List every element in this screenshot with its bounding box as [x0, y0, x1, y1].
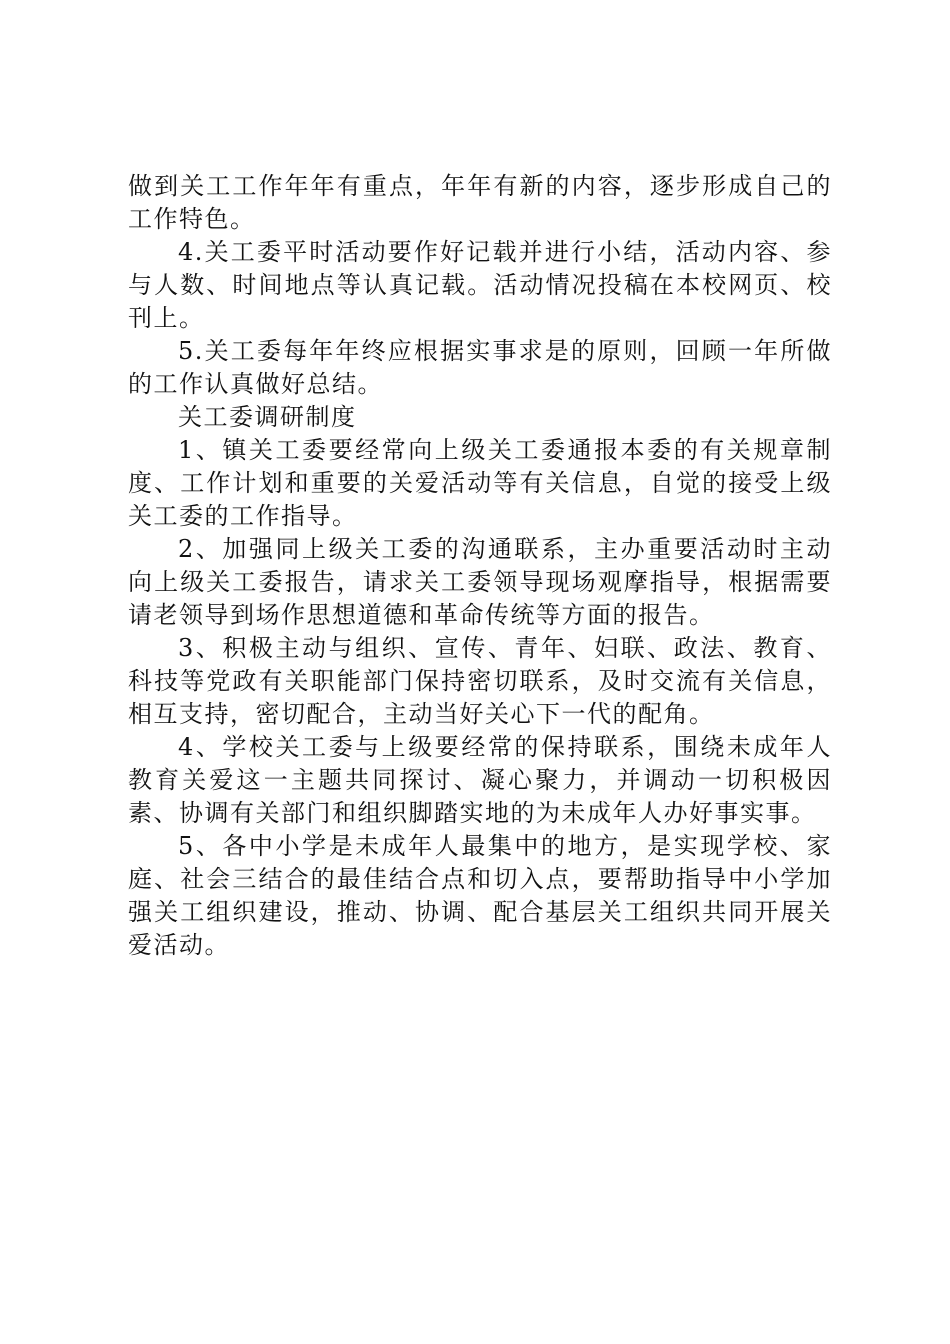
research-item-4: 4、学校关工委与上级要经常的保持联系，围绕未成年人教育关爱这一主题共同探讨、凝心聚力，并调动一切积极因素、协调有关部门和组织脚踏实地的为未成年人办好事实事。 [128, 733, 832, 827]
research-item-2: 2、加强同上级关工委的沟通联系，主办重要活动时主动向上级关工委报告，请求关工委领导现场观摩指导，根据需要请老领导到场作思想道德和革命传统等方面的报告。 [128, 535, 832, 629]
paragraph-item-5: 5.关工委每年年终应根据实事求是的原则，回顾一年所做的工作认真做好总结。 [128, 337, 832, 398]
section-title: 关工委调研制度 [178, 403, 357, 431]
document-body [128, 170, 832, 962]
research-item-3: 3、积极主动与组织、宣传、青年、妇联、政法、教育、科技等党政有关职能部门保持密切联系，及时交流有关信息，相互支持，密切配合，主动当好关心下一代的配角。 [128, 634, 832, 728]
paragraph-continuation: 做到关工工作年年有重点，年年有新的内容，逐步形成自己的工作特色。 [128, 172, 832, 233]
research-item-5: 5、各中小学是未成年人最集中的地方，是实现学校、家庭、社会三结合的最佳结合点和切入点，要帮助指导中小学加强关工组织建设，推动、协调、配合基层关工组织共同开展关爱活动。 [128, 832, 832, 959]
research-item-1: 1、镇关工委要经常向上级关工委通报本委的有关规章制度、工作计划和重要的关爱活动等有关信息，自觉的接受上级关工委的工作指导。 [128, 436, 832, 530]
paragraph-item-4: 4.关工委平时活动要作好记载并进行小结，活动内容、参与人数、时间地点等认真记载。活动情况投稿在本校网页、校刊上。 [128, 238, 832, 332]
